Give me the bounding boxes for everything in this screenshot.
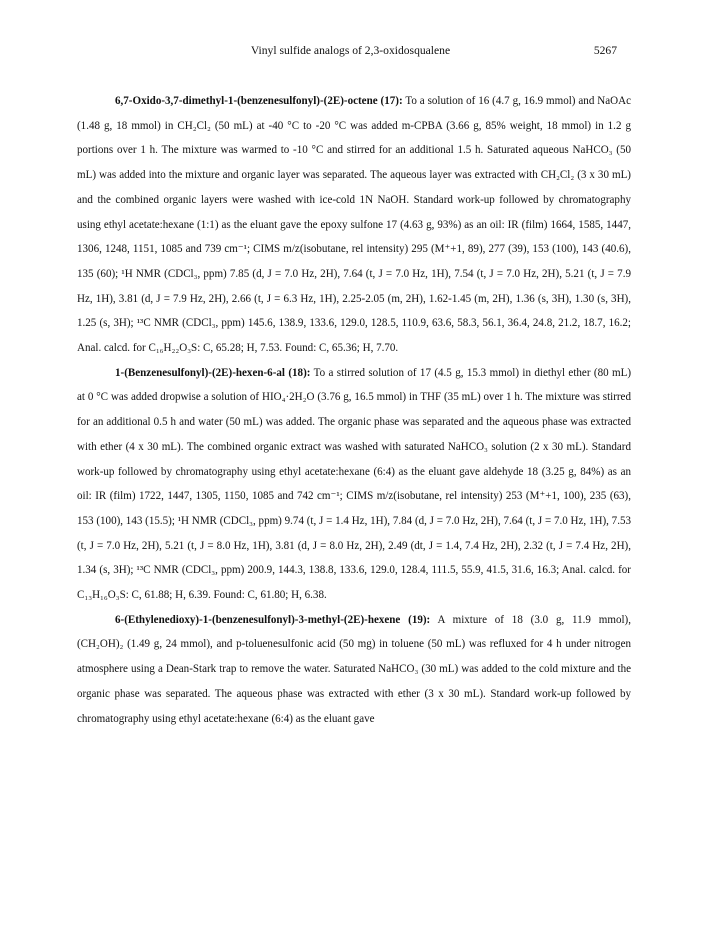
paragraph-text: A mixture of 18 (3.0 g, 11.9 mmol), (CH₂OH)₂ (1.49 g, 24 mmol), and p-toluenesulfonic acid (50 mg) in toluene (50 mL) was refluxed for 4 h under nitrogen atmosphere using a Dean-Stark trap to remove the water. Saturated NaHCO₃ (30 mL) was added to the cold mixture and the organic phase was separated. The aqueous phase was extracted with ether (3 x 30 mL). Standard work-up followed by chromatography using ethyl acetate:hexane (6:4) as the eluant gave	[77, 613, 631, 725]
compound-heading: 6,7-Oxido-3,7-dimethyl-1-(benzenesulfonyl)-(2E)-octene (17):	[115, 95, 403, 107]
paragraph-text: To a solution of 16 (4.7 g, 16.9 mmol) and NaOAc (1.48 g, 18 mmol) in CH₂Cl₂ (50 mL) at -40 °C to -20 °C was added m-CPBA (3.66 g, 85% weight, 18 mmol) in 1.2 g portions over 1 h. The mixture was warmed to -10 °C and stirred for an additional 1.5 h. Saturated aqueous NaHCO₃ (50 mL) was added into the mixture and organic layer was separated. The aqueous layer was extracted with CH₂Cl₂ (3 x 30 mL) and the combined organic layers were washed with ice-cold 1N NaOH. Standard work-up followed by chromatography using ethyl acetate:hexane (1:1) as the eluant gave the epoxy sulfone 17 (4.63 g, 93%) as an oil: IR (film) 1664, 1585, 1447, 1306, 1248, 1151, 1085 and 739 cm⁻¹; CIMS m/z(isobutane, rel intensity) 295 (M⁺+1, 89), 277 (39), 153 (100), 143 (40.6), 135 (60); ¹H NMR (CDCl₃, ppm) 7.85 (d, J = 7.0 Hz, 2H), 7.64 (t, J = 7.0 Hz, 1H), 7.54 (t, J = 7.0 Hz, 2H), 5.21 (t, J = 7.9 Hz, 1H), 3.81 (d, J = 7.9 Hz, 2H), 2.66 (t, J = 6.3 Hz, 1H), 2.25-2.05 (m, 2H), 1.62-1.45 (m, 2H), 1.36 (s, 3H), 1.30 (s, 3H), 1.25 (s, 3H); ¹³C NMR (CDCl₃, ppm) 145.6, 138.9, 133.6, 129.0, 128.5, 110.9, 63.6, 58.3, 56.1, 36.4, 24.8, 21.2, 18.7, 16.2; Anal. calcd. for C₁₆H₂₂O₃S: C, 65.28; H, 7.53. Found: C, 65.36; H, 7.70.	[77, 95, 632, 355]
running-head	[0, 44, 701, 62]
paragraph-compound-17	[77, 89, 631, 361]
running-title: Vinyl sulfide analogs of 2,3-oxidosqualene	[250, 44, 451, 57]
paragraph-compound-18	[77, 361, 631, 608]
paragraph-compound-19	[77, 608, 631, 732]
compound-heading: 6-(Ethylenedioxy)-1-(benzenesulfonyl)-3-methyl-(2E)-hexene (19):	[115, 613, 431, 626]
paragraph-text: To a stirred solution of 17 (4.5 g, 15.3 mmol) in diethyl ether (80 mL) at 0 °C was added dropwise a solution of HIO₄·2H₂O (3.76 g, 16.5 mmol) in THF (35 mL) over 1 h. The mixture was stirred for an additional 0.5 h and water (50 mL) was added. The organic phase was separated and the aqueous phase was extracted with ether (4 x 30 mL). The combined organic extract was washed with saturated NaHCO₃ solution (2 x 30 mL). Standard work-up followed by chromatography using ethyl acetate:hexane (6:4) as the eluant gave aldehyde 18 (3.25 g, 84%) as an oil: IR (film) 1722, 1447, 1305, 1150, 1085 and 742 cm⁻¹; CIMS m/z(isobutane, rel intensity) 253 (M⁺+1, 100), 235 (63), 153 (100), 143 (15.5); ¹H NMR (CDCl₃, ppm) 9.74 (t, J = 1.4 Hz, 1H), 7.84 (d, J = 7.0 Hz, 2H), 7.64 (t, J = 7.0 Hz, 1H), 7.53 (t, J = 7.0 Hz, 2H), 5.21 (t, J = 8.0 Hz, 1H), 3.81 (d, J = 8.0 Hz, 2H), 2.49 (dt, J = 1.4, 7.4 Hz, 2H), 2.32 (t, J = 7.4 Hz, 2H), 1.34 (s, 3H); ¹³C NMR (CDCl₃, ppm) 200.9, 144.3, 138.8, 133.6, 129.0, 128.4, 111.5, 55.9, 41.5, 31.6, 16.3; Anal. calcd. for C₁₃H₁₆O₃S: C, 61.88; H, 6.39. Found: C, 61.80; H, 6.38.	[77, 366, 632, 602]
compound-heading: 1-(Benzenesulfonyl)-(2E)-hexen-6-al (18):	[115, 366, 311, 379]
page-number: 5267	[593, 44, 617, 57]
article-body	[77, 89, 631, 731]
